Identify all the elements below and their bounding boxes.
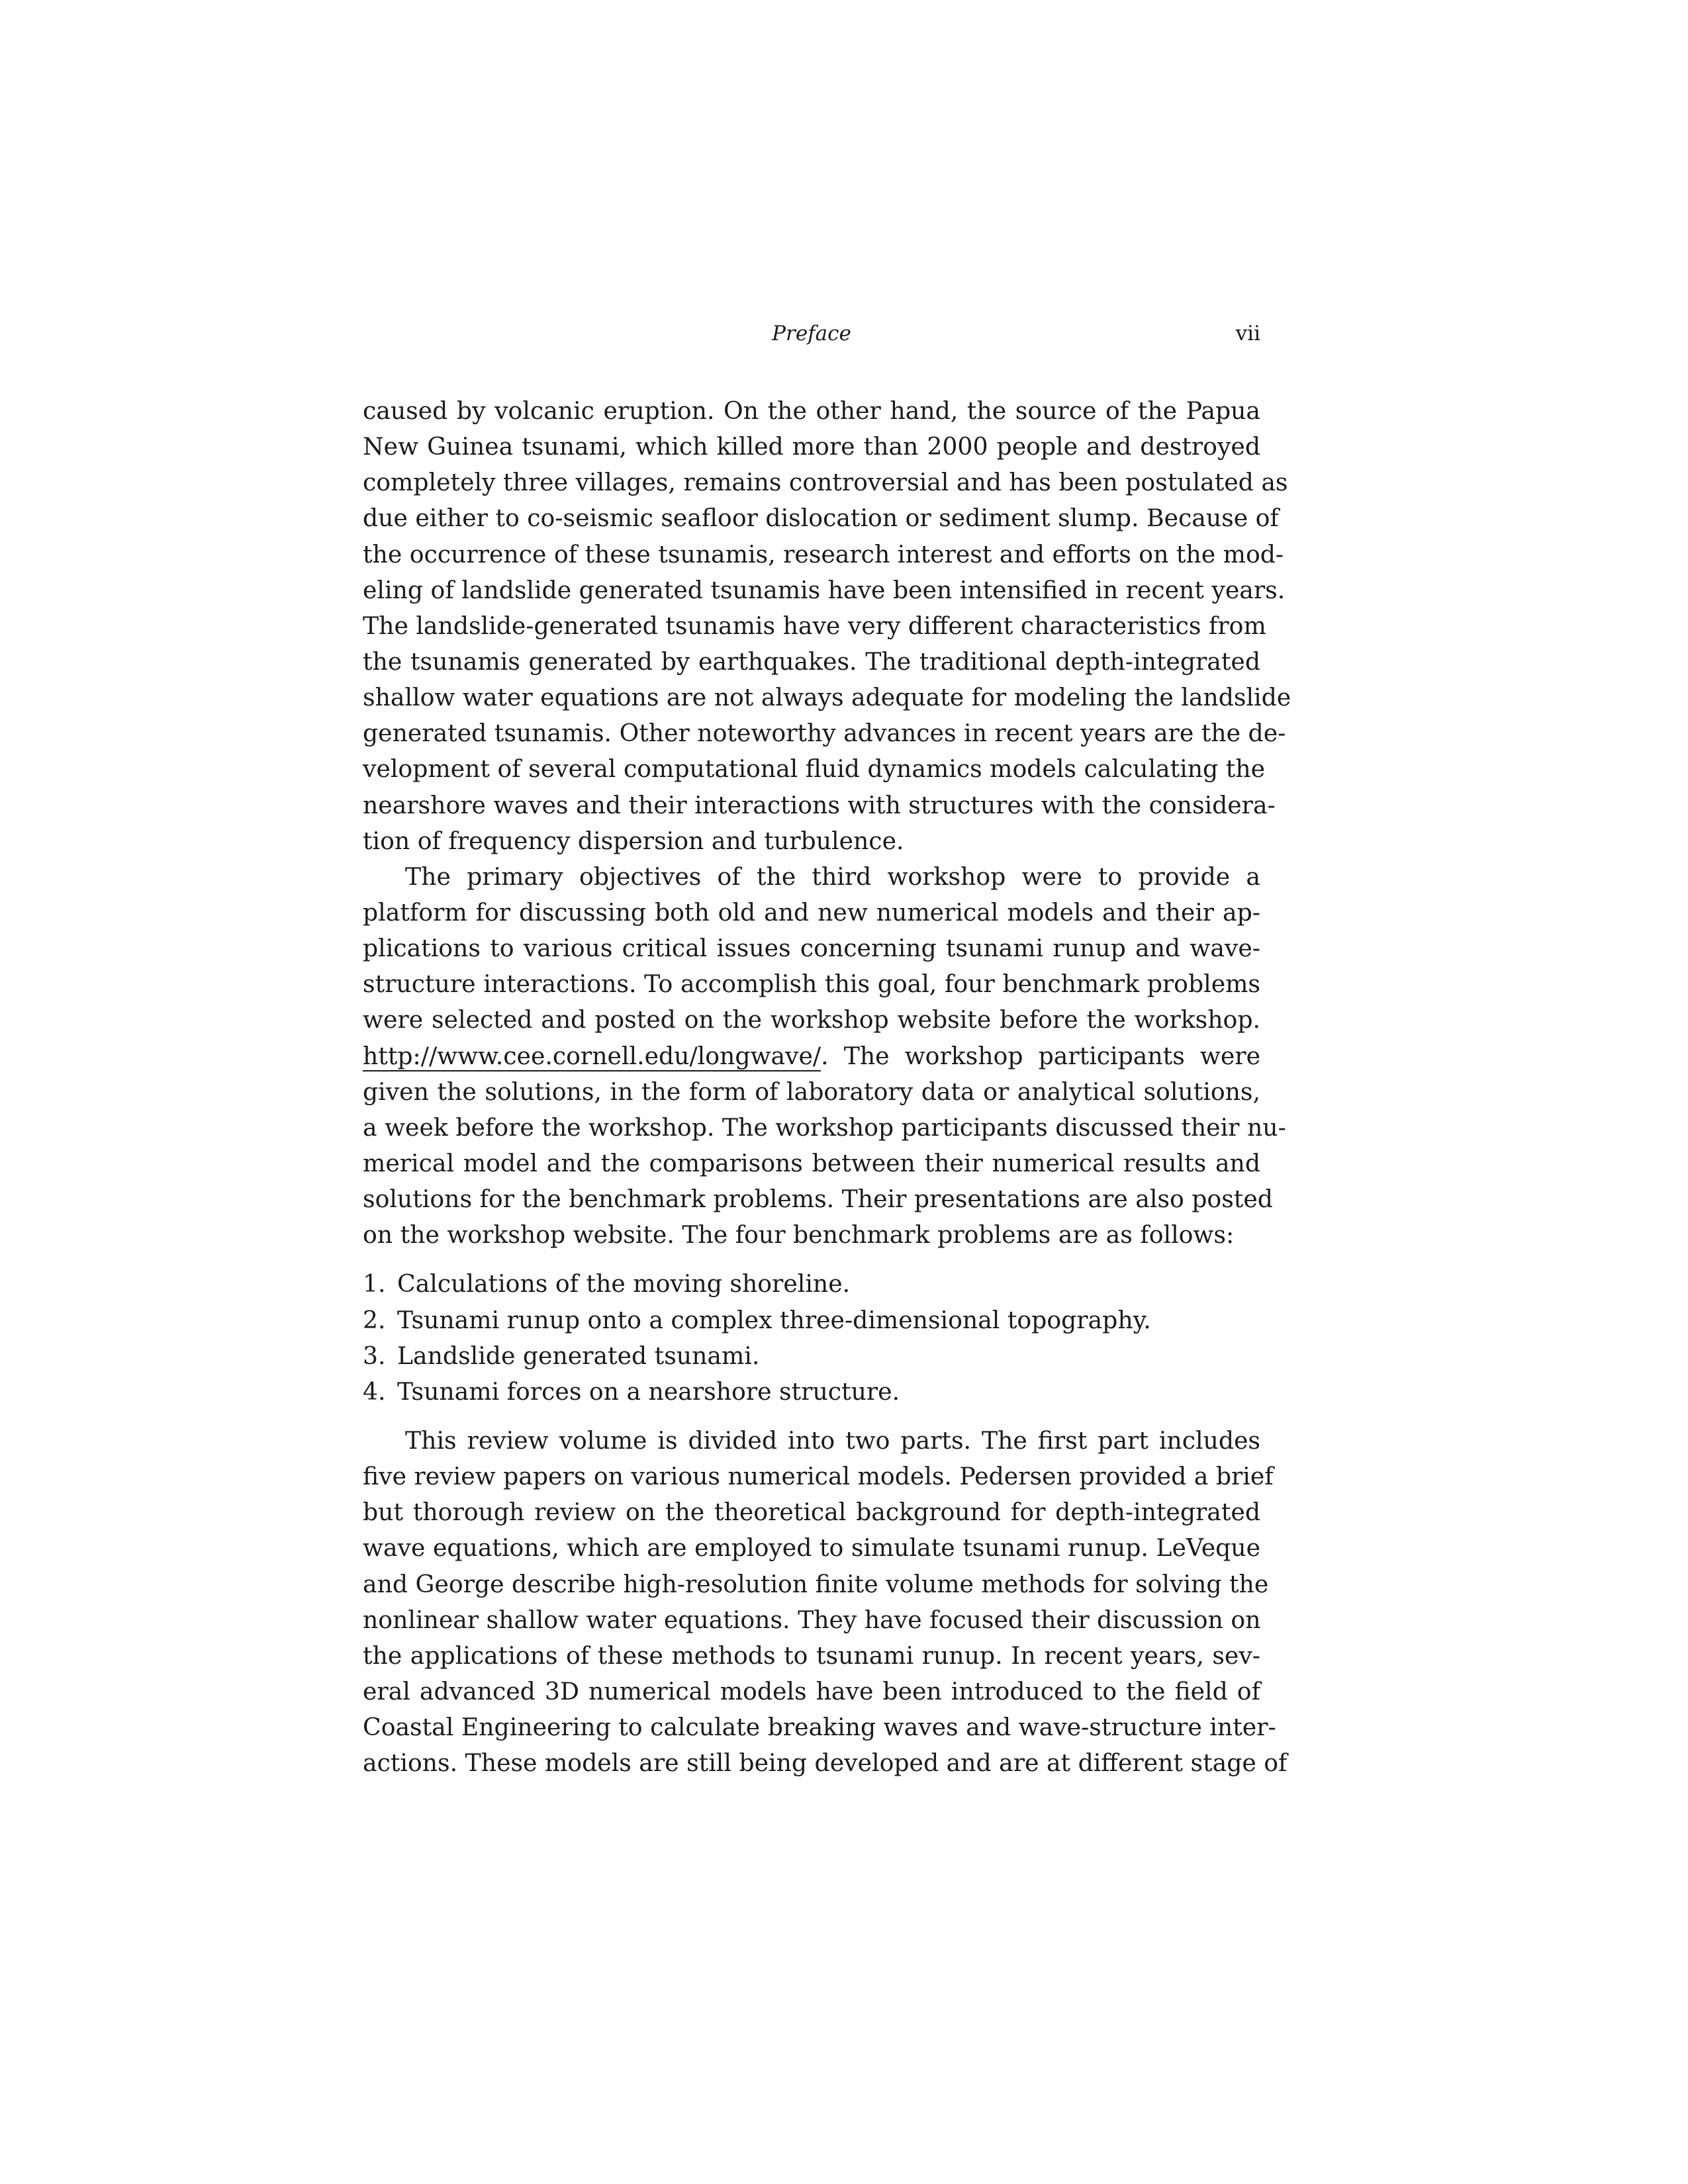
list-item-number: 4. <box>363 1377 386 1406</box>
benchmark-problems-list <box>363 1266 1260 1410</box>
text-line: the tsunamis generated by earthquakes. The traditional depth-integrated <box>363 647 1260 676</box>
text-line: tion of frequency dispersion and turbulence. <box>363 826 904 855</box>
text-line-with-link <box>363 1038 1260 1074</box>
list-item-text: Calculations of the moving shoreline. <box>397 1269 851 1298</box>
list-item-text: Tsunami forces on a nearshore structure. <box>397 1377 900 1406</box>
running-header <box>363 322 1260 353</box>
text-line: shallow water equations are not always adequate for modeling the landslide <box>363 683 1291 712</box>
text-line: nonlinear shallow water equations. They have focused their discussion on <box>363 1605 1261 1634</box>
paragraph-1 <box>363 393 1291 859</box>
text-line: structure interactions. To accomplish this goal, four benchmark problems <box>363 970 1260 999</box>
running-title: Preface <box>772 322 851 345</box>
page-body <box>363 393 1291 1781</box>
text-line: platform for discussing both old and new numerical models and their ap- <box>363 897 1260 927</box>
list-item-text: Tsunami runup onto a complex three-dimensional topography. <box>397 1305 1151 1334</box>
text-line: generated tsunamis. Other noteworthy advances in recent years are the de- <box>363 719 1286 748</box>
list-item-number: 2. <box>363 1305 386 1334</box>
list-item <box>363 1338 1260 1374</box>
text-line: The landslide-generated tsunamis have very different characteristics from <box>363 611 1266 640</box>
text-line: the applications of these methods to tsunami runup. In recent years, sev- <box>363 1641 1260 1670</box>
text-line: solutions for the benchmark problems. Their presentations are also posted <box>363 1185 1273 1214</box>
text-line: velopment of several computational fluid dynamics models calculating the <box>363 754 1265 784</box>
text-line: eral advanced 3D numerical models have been introduced to the field of <box>363 1676 1260 1706</box>
text-line: This review volume is divided into two parts. The first part includes <box>405 1426 1260 1455</box>
list-item-number: 3. <box>363 1341 386 1370</box>
text-line: on the workshop website. The four benchmark problems are as follows: <box>363 1220 1235 1250</box>
text-line: given the solutions, in the form of laboratory data or analytical solutions, <box>363 1077 1260 1106</box>
text-line: but thorough review on the theoretical background for depth-integrated <box>363 1498 1260 1527</box>
workshop-website-link[interactable]: http://www.cee.cornell.edu/longwave/ <box>363 1041 821 1070</box>
paragraph-2 <box>363 859 1286 1253</box>
text-line: a week before the workshop. The workshop participants discussed their nu- <box>363 1113 1286 1142</box>
text-line: the occurrence of these tsunamis, research interest and efforts on the mod- <box>363 539 1284 569</box>
link-suffix-text: . The workshop participants were <box>821 1041 1260 1070</box>
list-item-number: 1. <box>363 1269 386 1298</box>
text-line: Coastal Engineering to calculate breaking waves and wave-structure inter- <box>363 1713 1276 1742</box>
text-line: New Guinea tsunami, which killed more than 2000 people and destroyed <box>363 432 1260 461</box>
text-line: merical model and the comparisons between their numerical results and <box>363 1148 1260 1177</box>
list-item-text: Landslide generated tsunami. <box>397 1341 760 1370</box>
text-line: due either to co-seismic seafloor dislocation or sediment slump. Because of <box>363 504 1279 533</box>
text-line: actions. These models are still being developed and are at different stage of <box>363 1749 1288 1778</box>
paragraph-3 <box>363 1423 1288 1781</box>
text-line: caused by volcanic eruption. On the other hand, the source of the Papua <box>363 396 1260 425</box>
text-line: plications to various critical issues concerning tsunami runup and wave- <box>363 934 1260 963</box>
text-line: wave equations, which are employed to simulate tsunami runup. LeVeque <box>363 1533 1260 1563</box>
text-line: five review papers on various numerical models. Pedersen provided a brief <box>363 1462 1274 1491</box>
text-line: eling of landslide generated tsunamis have been intensified in recent years. <box>363 575 1286 604</box>
page-number: vii <box>1235 322 1260 345</box>
list-item <box>363 1302 1260 1338</box>
text-line: and George describe high-resolution finite volume methods for solving the <box>363 1569 1269 1598</box>
text-line: completely three villages, remains controversial and has been postulated as <box>363 468 1288 497</box>
text-line: The primary objectives of the third workshop were to provide a <box>405 862 1260 891</box>
text-line: were selected and posted on the workshop website before the workshop. <box>363 1005 1260 1034</box>
list-item <box>363 1266 1260 1302</box>
list-item <box>363 1374 1260 1410</box>
text-line: nearshore waves and their interactions with structures with the considera- <box>363 790 1276 819</box>
